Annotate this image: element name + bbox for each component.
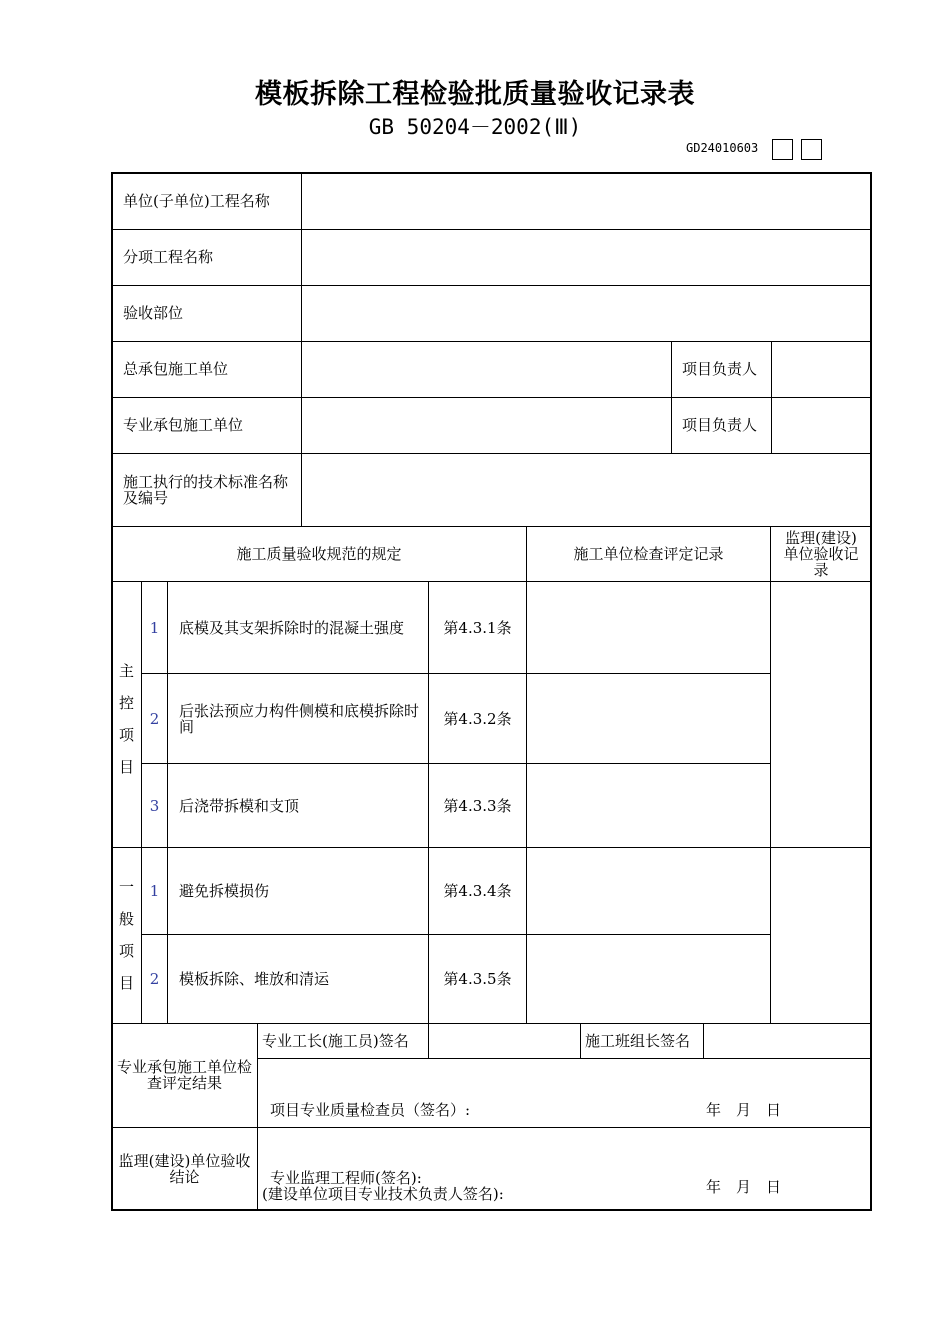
general-item-1-clause: 第4.3.4条	[443, 882, 512, 900]
sub-project-name-input[interactable]	[308, 246, 867, 272]
general-item-2-record-input[interactable]	[533, 966, 767, 994]
main-item-2-record-input[interactable]	[533, 705, 767, 733]
main-item-3-clause: 第4.3.3条	[443, 796, 512, 815]
general-item-2-description: 模板拆除、堆放和清运	[179, 970, 330, 988]
main-item-1-description: 底模及其支架拆除时的混凝土强度	[179, 618, 405, 637]
general-item-1-record-input[interactable]	[533, 878, 767, 906]
result-date-label: 年 月 日	[706, 1101, 782, 1119]
foreman-signature-label: 专业工长(施工员)签名	[262, 1032, 409, 1050]
main-item-3-description: 后浇带拆模和支顶	[179, 796, 300, 815]
project-manager-input-1[interactable]	[777, 358, 869, 384]
supervision-column-header: 监理(建设)单位验收记录	[783, 529, 859, 579]
supervision-conclusion-label: 监理(建设)单位验收结论	[118, 1152, 251, 1186]
serial-box-1[interactable]	[772, 139, 793, 160]
project-manager-label-1: 项目负责人	[682, 360, 758, 378]
main-item-2-description: 后张法预应力构件侧模和底模拆除时间	[179, 701, 420, 736]
project-manager-input-2[interactable]	[777, 414, 869, 440]
general-items-label: 一 般 项 目	[118, 878, 134, 992]
general-item-2-number: 2	[149, 970, 160, 988]
team-leader-signature-label: 施工班组长签名	[585, 1032, 691, 1050]
project-manager-label-2: 项目负责人	[682, 416, 758, 434]
acceptance-part-input[interactable]	[308, 302, 867, 328]
general-contractor-input[interactable]	[308, 358, 670, 384]
specialty-contractor-input[interactable]	[308, 414, 670, 440]
main-items-label: 主 控 项 目	[118, 662, 134, 776]
record-column-header: 施工单位检查评定记录	[573, 545, 724, 563]
standard-name-input[interactable]	[308, 478, 867, 504]
unit-project-name-label: 单位(子单位)工程名称	[123, 192, 270, 210]
contractor-result-label: 专业承包施工单位检查评定结果	[116, 1058, 252, 1092]
main-items-supervision-input[interactable]	[776, 700, 870, 728]
standard-name-label: 施工执行的技术标准名称及编号	[123, 473, 289, 507]
main-item-1-record-input[interactable]	[533, 614, 767, 642]
form-title: 模板拆除工程检验批质量验收记录表	[255, 79, 695, 110]
sub-project-name-label: 分项工程名称	[123, 248, 214, 266]
foreman-signature-input[interactable]	[434, 1028, 578, 1054]
owner-technical-lead-label: (建设单位项目专业技术负责人签名):	[262, 1185, 504, 1203]
main-item-2-number: 2	[149, 709, 160, 728]
spec-column-header: 施工质量验收规范的规定	[236, 545, 402, 563]
main-item-1-number: 1	[149, 618, 160, 637]
general-item-2-clause: 第4.3.5条	[443, 970, 512, 988]
main-item-3-record-input[interactable]	[533, 792, 767, 820]
form-code: GD24010603	[686, 141, 759, 155]
specialty-contractor-label: 专业承包施工单位	[123, 416, 244, 434]
inspector-signature-label: 项目专业质量检查员（签名）:	[270, 1101, 471, 1119]
main-item-3-number: 3	[149, 796, 160, 815]
supervising-engineer-label: 专业监理工程师(签名):	[270, 1169, 422, 1187]
general-item-1-number: 1	[149, 882, 160, 900]
general-items-supervision-input[interactable]	[776, 922, 870, 950]
standard-subtitle: GB 50204－2002(Ⅲ)	[368, 115, 582, 139]
conclusion-date-label: 年 月 日	[706, 1178, 782, 1196]
acceptance-part-label: 验收部位	[123, 304, 184, 322]
unit-project-name-input[interactable]	[308, 190, 867, 216]
serial-box-2[interactable]	[801, 139, 822, 160]
main-item-2-clause: 第4.3.2条	[443, 709, 512, 728]
team-leader-signature-input[interactable]	[709, 1028, 869, 1054]
main-item-1-clause: 第4.3.1条	[443, 618, 512, 637]
general-contractor-label: 总承包施工单位	[123, 360, 229, 378]
general-item-1-description: 避免拆模损伤	[179, 882, 270, 900]
